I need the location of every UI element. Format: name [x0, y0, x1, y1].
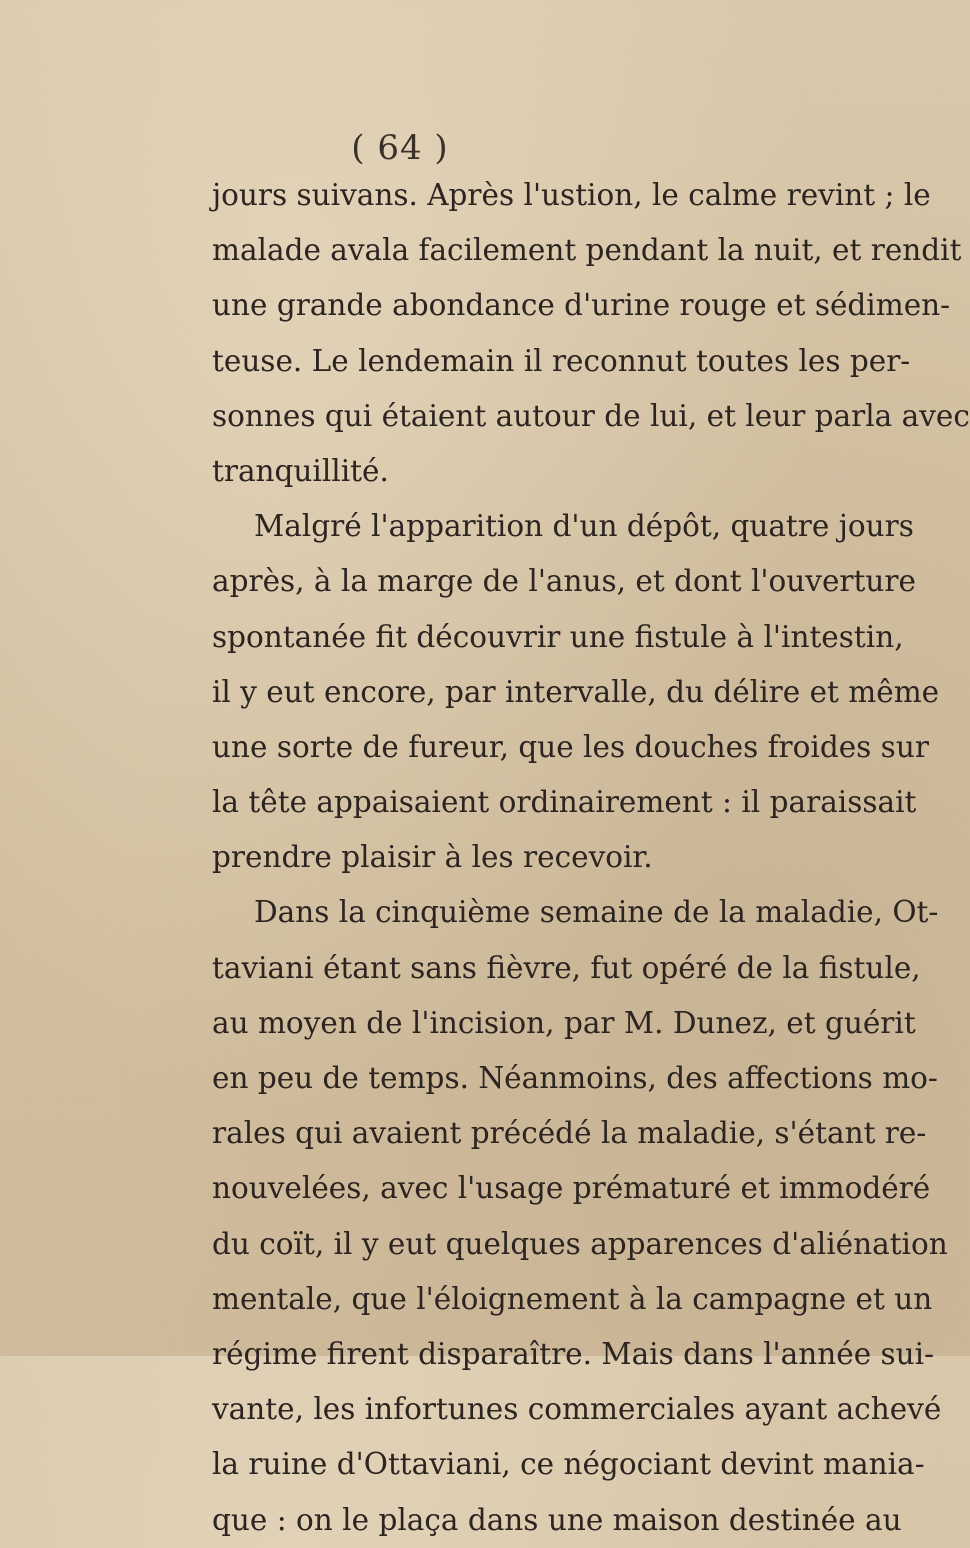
text-line: Malgré l'apparition d'un dépôt, quatre jours: [254, 509, 914, 544]
text-line: que : on le plaça dans une maison destinée au: [212, 1502, 902, 1537]
text-line: régime firent disparaître. Mais dans l'année sui-: [212, 1336, 935, 1371]
text-line: il y eut encore, par intervalle, du délire et même: [212, 674, 940, 709]
page-number: ( 64 ): [351, 128, 449, 168]
text-line: prendre plaisir à les recevoir.: [212, 840, 653, 875]
text-line: jours suivans. Après l'ustion, le calme revint ; le: [212, 178, 931, 212]
text-line: du coït, il y eut quelques apparences d'aliénation: [212, 1226, 948, 1261]
text-line: au moyen de l'incision, par M. Dunez, et guérit: [212, 1005, 916, 1040]
text-line: après, à la marge de l'anus, et dont l'ouverture: [212, 564, 916, 599]
text-line: rales qui avaient précédé la maladie, s'étant re-: [212, 1116, 927, 1151]
text-line: vante, les infortunes commerciales ayant achevé: [212, 1392, 942, 1427]
text-line: mentale, que l'éloignement à la campagne et un: [212, 1281, 933, 1316]
text-line: teuse. Le lendemain il reconnut toutes les per-: [212, 343, 911, 378]
text-line: tranquillité.: [212, 453, 389, 488]
text-line: nouvelées, avec l'usage prématuré et immodéré: [212, 1171, 931, 1206]
text-line: en peu de temps. Néanmoins, des affections mo-: [212, 1061, 938, 1095]
text-line: une sorte de fureur, que les douches froides sur: [212, 729, 929, 764]
text-line: taviani étant sans fièvre, fut opéré de la fistule,: [212, 950, 921, 985]
text-line: une grande abondance d'urine rouge et sédimen-: [212, 288, 951, 323]
text-line: sonnes qui étaient autour de lui, et leur parla avec: [212, 398, 970, 433]
text-line: la ruine d'Ottaviani, ce négociant devint mania-: [212, 1447, 925, 1482]
text-line: spontanée fit découvrir une fistule à l'intestin,: [212, 619, 904, 654]
text-line: malade avala facilement pendant la nuit, et rendit: [212, 233, 962, 268]
text-line: la tête appaisaient ordinairement : il paraissait: [212, 785, 917, 820]
text-line: Dans la cinquième semaine de la maladie, Ot-: [254, 895, 939, 930]
body-text: [212, 168, 970, 1548]
